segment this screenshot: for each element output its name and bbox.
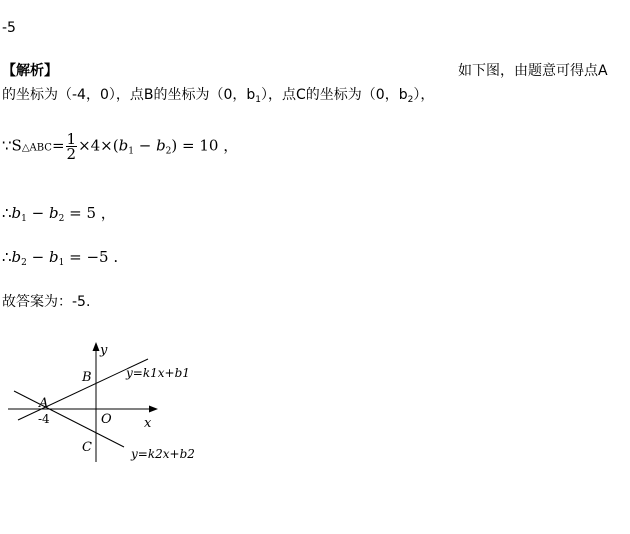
b2-subscript: 2 — [21, 258, 27, 268]
point-c-label: C — [82, 440, 92, 455]
coords-text-2: ），点B的坐标为（ — [108, 87, 224, 103]
area-equation — [2, 132, 238, 161]
conclusion-text: 故答案为：-5. — [2, 294, 91, 310]
coords-text-4: ）， — [413, 87, 435, 103]
minus-sign: − — [26, 248, 49, 266]
b2-subscript: 2 — [58, 214, 65, 224]
b-variable: b — [11, 204, 22, 222]
y-axis-arrow — [93, 342, 100, 351]
point-a-coord: -4，0 — [72, 87, 109, 103]
coords-text-1: 的坐标为（ — [2, 87, 72, 103]
equals-sign: = — [51, 136, 65, 155]
b-variable: b — [49, 204, 59, 222]
tick-minus-four: -4 — [38, 412, 50, 426]
fraction-numerator: 1 — [66, 130, 77, 148]
equation-mid: ×4×( — [78, 136, 119, 155]
coordinates-line — [2, 84, 434, 105]
therefore-symbol: ∴ — [2, 204, 12, 222]
b-variable: b — [118, 136, 129, 155]
triangle-subscript: △ABC — [21, 142, 52, 154]
fraction-one-half — [66, 132, 78, 161]
analysis-intro: 如下图，由题意可得点A — [458, 63, 608, 79]
point-a-label: A — [39, 396, 49, 411]
equation-end: ) = 10 ， — [171, 136, 239, 155]
b1-subscript: 1 — [58, 258, 65, 268]
b-variable: b — [49, 248, 59, 266]
b1-subscript: 1 — [128, 146, 134, 157]
equation-result: = 5 ， — [64, 204, 116, 222]
minus-sign: − — [133, 136, 157, 155]
point-b-sub: 1 — [255, 95, 262, 105]
difference-equation — [2, 202, 116, 224]
line-k2-label: y=k2x+b2 — [131, 447, 195, 461]
point-c-sub: 2 — [407, 95, 414, 105]
x-axis-arrow — [149, 406, 158, 413]
y-axis-label: y — [100, 343, 108, 358]
point-b-label: B — [82, 370, 92, 385]
equation-result: = −5 . — [64, 248, 119, 266]
final-equation — [2, 248, 118, 268]
analysis-label: 【解析】 — [2, 63, 58, 79]
b2-subscript: 2 — [165, 146, 172, 157]
minus-sign: − — [26, 204, 49, 222]
because-symbol: ∵S — [2, 136, 22, 155]
coordinate-graph — [0, 330, 240, 470]
coords-text-3: ），点C的坐标为（ — [261, 87, 376, 103]
therefore-symbol: ∴ — [2, 248, 12, 266]
point-c-coord: 0，b — [375, 87, 408, 103]
answer-value: -5 — [2, 20, 16, 36]
b-variable: b — [156, 136, 166, 155]
b1-subscript: 1 — [21, 214, 27, 224]
origin-label: O — [101, 412, 112, 427]
point-b-coord: 0，b — [223, 87, 256, 103]
fraction-denominator: 2 — [66, 145, 77, 163]
x-axis-label: x — [144, 416, 152, 431]
line-k1-label: y=k1x+b1 — [126, 366, 190, 380]
b-variable: b — [11, 248, 22, 266]
